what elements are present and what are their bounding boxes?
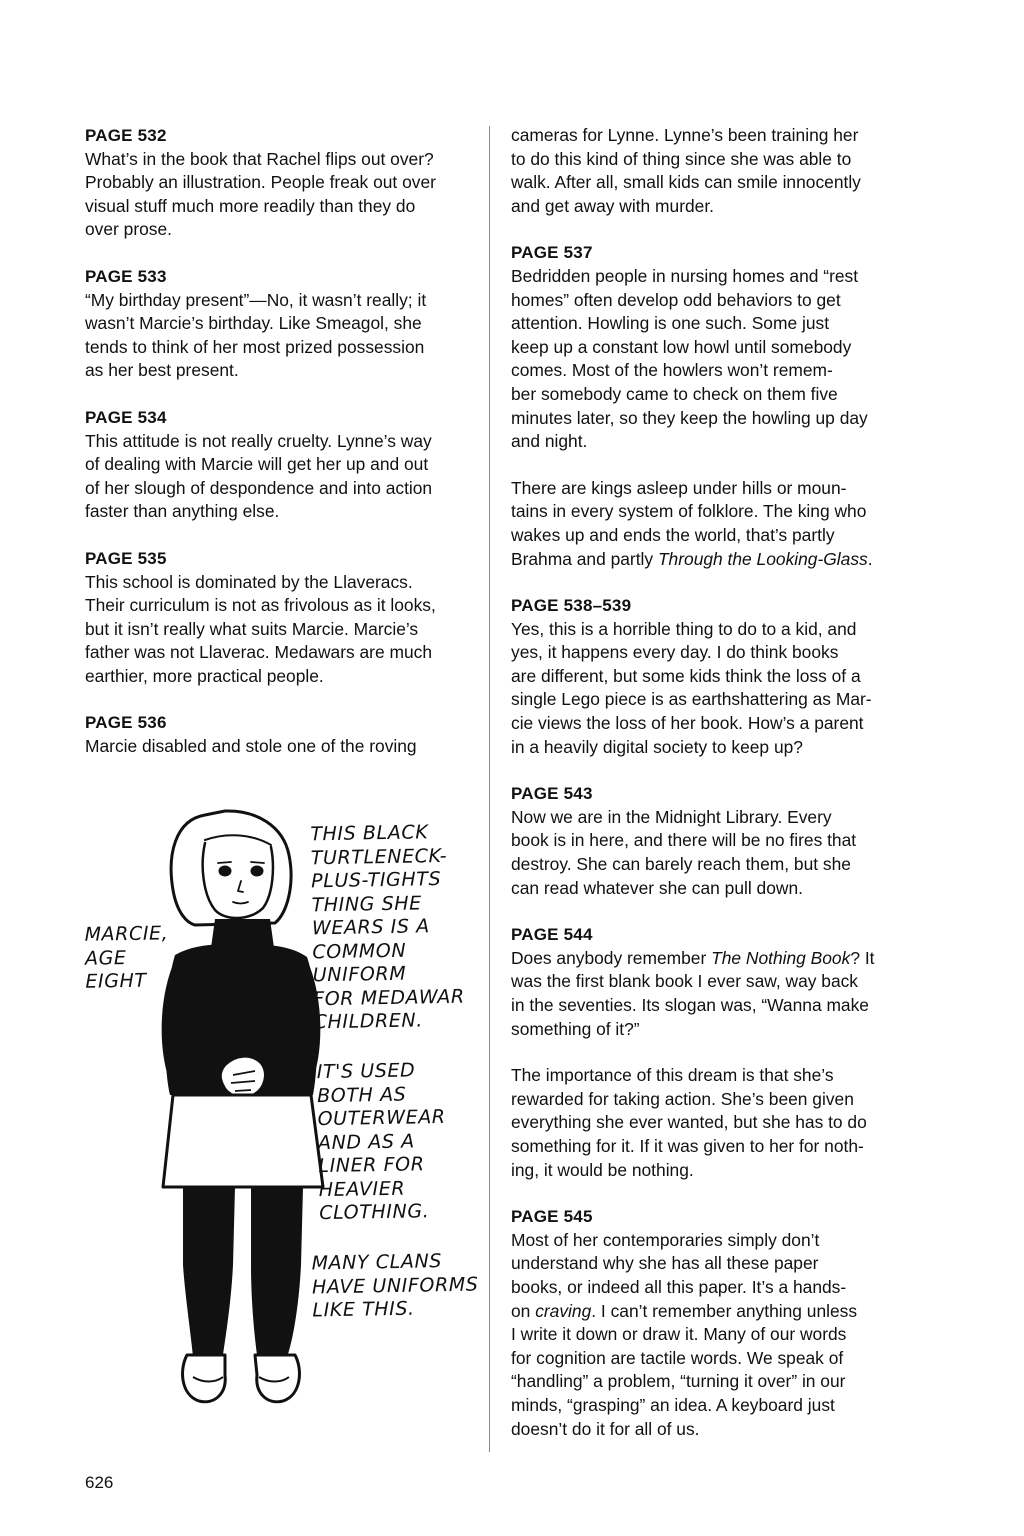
note-line: to do this kind of thing since she was able to: [511, 148, 852, 169]
note-line: of her slough of despondence and into action: [85, 477, 433, 498]
page-number: 626: [85, 1473, 114, 1492]
handwritten-line: OUTERWEAR: [317, 1105, 446, 1131]
note-line: earthier, more practical people.: [85, 665, 324, 686]
note-line: yes, it happens every day. I do think books: [511, 642, 839, 663]
note-line: [511, 548, 906, 572]
note-line: was the first blank book I ever saw, way back: [511, 971, 859, 992]
handwritten-line: HAVE UNIFORMS: [311, 1273, 479, 1298]
note-paragraph: [511, 477, 906, 571]
note-heading: PAGE 535: [85, 548, 167, 568]
note-heading: PAGE 532: [85, 126, 167, 145]
handwritten-line: MANY CLANS: [311, 1250, 443, 1275]
handwritten-line: COMMON: [312, 939, 407, 963]
handwritten-line: THIS BLACK: [310, 821, 429, 846]
handwritten-line: AND AS A: [317, 1129, 415, 1154]
character-name-label: [84, 922, 169, 994]
note-line: This school is dominated by the Llaveracs.: [85, 571, 413, 592]
note-line: over prose.: [85, 219, 172, 240]
note-line: something of it?”: [511, 1018, 640, 1039]
note-page-534: [85, 406, 463, 524]
note-line: “handling” a problem, “turning it over” in our: [511, 1371, 846, 1392]
note-heading: PAGE 536: [85, 713, 167, 733]
note-page-538-539: [511, 594, 906, 759]
note-page-537: [511, 241, 906, 571]
note-line: [511, 947, 906, 971]
note-line: but it isn’t really what suits Marcie. Marcie’s: [85, 618, 419, 639]
handwritten-line: THING SHE: [311, 891, 422, 916]
note-line: can read whatever she can pull down.: [511, 877, 803, 898]
note-page-536-continued: [511, 124, 906, 218]
note-line: and get away with murder.: [511, 195, 714, 216]
note-heading: PAGE 537: [511, 243, 593, 263]
note-line: Their curriculum is not as frivolous as it looks,: [85, 595, 436, 616]
note-page-535: [85, 547, 463, 689]
handwritten-line: IT'S USED: [316, 1059, 416, 1084]
note-line: ber somebody came to check on them five: [511, 383, 838, 404]
note-line: are different, but some kids think the loss of a: [511, 665, 861, 686]
note-line: What’s in the book that Rachel flips out over?: [85, 148, 434, 169]
note-line: as her best present.: [85, 360, 239, 381]
note-line: book is in here, and there will be no fires that: [511, 830, 857, 851]
note-line: [511, 1300, 906, 1324]
note-line: in a heavily digital society to keep up?: [511, 736, 803, 757]
note-line: This attitude is not really cruelty. Lynne’s way: [85, 430, 432, 451]
note-line: walk. After all, small kids can smile innocently: [511, 172, 861, 193]
note-line: and night.: [511, 431, 588, 452]
note-line: of dealing with Marcie will get her up and out: [85, 454, 429, 475]
note-line: The importance of this dream is that she’s: [511, 1065, 834, 1086]
note-line: doesn’t do it for all of us.: [511, 1418, 700, 1439]
note-page-532: [85, 124, 463, 242]
note-heading: PAGE 534: [85, 407, 167, 427]
text-run: . I can’t remember anything unless: [591, 1300, 858, 1321]
italic-word: craving: [535, 1300, 592, 1321]
note-heading: PAGE 543: [511, 784, 593, 804]
note-line: tains in every system of folklore. The king who: [511, 501, 867, 522]
note-line: cameras for Lynne. Lynne’s been training her: [511, 125, 859, 145]
note-line: comes. Most of the howlers won’t remem-: [511, 360, 833, 381]
column-divider: [489, 126, 490, 1452]
note-line: ing, it would be nothing.: [511, 1159, 694, 1180]
note-paragraph: [511, 265, 906, 454]
note-page-536: [85, 711, 463, 758]
right-column: [511, 124, 906, 1464]
note-line: father was not Llaverac. Medawars are much: [85, 642, 433, 663]
note-line: rewarded for taking action. She’s been given: [511, 1088, 854, 1109]
note-page-545: [511, 1205, 906, 1441]
handwritten-line: AGE: [84, 946, 127, 970]
note-line: minutes later, so they keep the howling up day: [511, 407, 868, 428]
note-page-544: [511, 923, 906, 1182]
note-paragraph: [511, 947, 906, 1041]
note-line: wakes up and ends the world, that’s partly: [511, 524, 835, 545]
handwritten-line: MARCIE,: [84, 922, 169, 946]
note-line: faster than anything else.: [85, 501, 280, 522]
italic-title: Through the Looking-Glass: [657, 548, 868, 569]
note-page-543: [511, 782, 906, 900]
note-paragraph: [511, 1064, 906, 1182]
handwritten-line: TURTLENECK-: [310, 844, 448, 869]
handwritten-line: BOTH AS: [316, 1083, 407, 1107]
note-line: for cognition are tactile words. We speak of: [511, 1347, 844, 1368]
handwritten-line: CLOTHING.: [319, 1200, 430, 1225]
note-line: understand why she has all these paper: [511, 1253, 819, 1274]
handwritten-line: UNIFORM: [312, 962, 407, 987]
handwritten-caption-third: [311, 1250, 479, 1323]
note-line: Bedridden people in nursing homes and “rest: [511, 265, 859, 286]
note-line: homes” often develop odd behaviors to get: [511, 289, 841, 310]
note-line: something for it. If it was given to her for noth-: [511, 1135, 864, 1156]
note-line: single Lego piece is as earthshattering as Mar-: [511, 689, 872, 710]
handwritten-line: EIGHT: [85, 969, 147, 993]
note-line: destroy. She can barely reach them, but she: [511, 854, 851, 875]
note-line: visual stuff much more readily than they do: [85, 195, 416, 216]
note-heading: PAGE 533: [85, 266, 167, 286]
note-line: tends to think of her most prized possession: [85, 336, 425, 357]
text-run: .: [867, 548, 873, 569]
note-line: Marcie disabled and stole one of the roving: [85, 736, 417, 757]
note-heading: PAGE 538–539: [511, 596, 632, 616]
handwritten-caption-main: [310, 821, 465, 1035]
note-line: Probably an illustration. People freak out over: [85, 172, 436, 193]
note-line: attention. Howling is one such. Some just: [511, 313, 830, 334]
text-run: ? It: [850, 947, 875, 968]
note-line: Most of her contemporaries simply don’t: [511, 1229, 820, 1250]
note-heading: PAGE 545: [511, 1207, 593, 1227]
note-line: in the seventies. Its slogan was, “Wanna make: [511, 995, 869, 1015]
note-line: wasn’t Marcie’s birthday. Like Smeagol, she: [85, 313, 422, 334]
handwritten-line: LINER FOR: [318, 1153, 425, 1178]
handwritten-line: LIKE THIS.: [312, 1297, 415, 1322]
note-line: Now we are in the Midnight Library. Every: [511, 806, 832, 827]
italic-title: The Nothing Book: [711, 947, 851, 968]
handwritten-line: PLUS-TIGHTS: [310, 868, 442, 893]
note-line: keep up a constant low howl until somebody: [511, 336, 852, 357]
text-run: Does anybody remember: [511, 947, 712, 968]
note-line: Yes, this is a horrible thing to do to a kid, and: [511, 618, 857, 639]
text-run: Brahma and partly: [511, 548, 658, 569]
handwritten-caption-second: [317, 1059, 448, 1226]
note-line: everything she ever wanted, but she has to do: [511, 1112, 867, 1133]
text-run: on: [511, 1300, 536, 1321]
handwritten-line: CHILDREN.: [313, 1009, 424, 1034]
note-page-533: [85, 265, 463, 383]
note-line: “My birthday present”—No, it wasn’t really; it: [85, 289, 427, 310]
note-line: books, or indeed all this paper. It’s a hands-: [511, 1276, 847, 1297]
handwritten-line: HEAVIER: [318, 1177, 406, 1201]
handwritten-line: WEARS IS A: [311, 915, 430, 940]
left-column: [85, 124, 463, 782]
note-line: minds, “grasping” an idea. A keyboard just: [511, 1394, 835, 1415]
note-line: I write it down or draw it. Many of our words: [511, 1324, 847, 1345]
note-line: There are kings asleep under hills or moun-: [511, 477, 847, 498]
note-heading: PAGE 544: [511, 925, 593, 945]
note-line: cie views the loss of her book. How’s a parent: [511, 713, 864, 734]
handwritten-line: FOR MEDAWAR: [313, 985, 465, 1010]
